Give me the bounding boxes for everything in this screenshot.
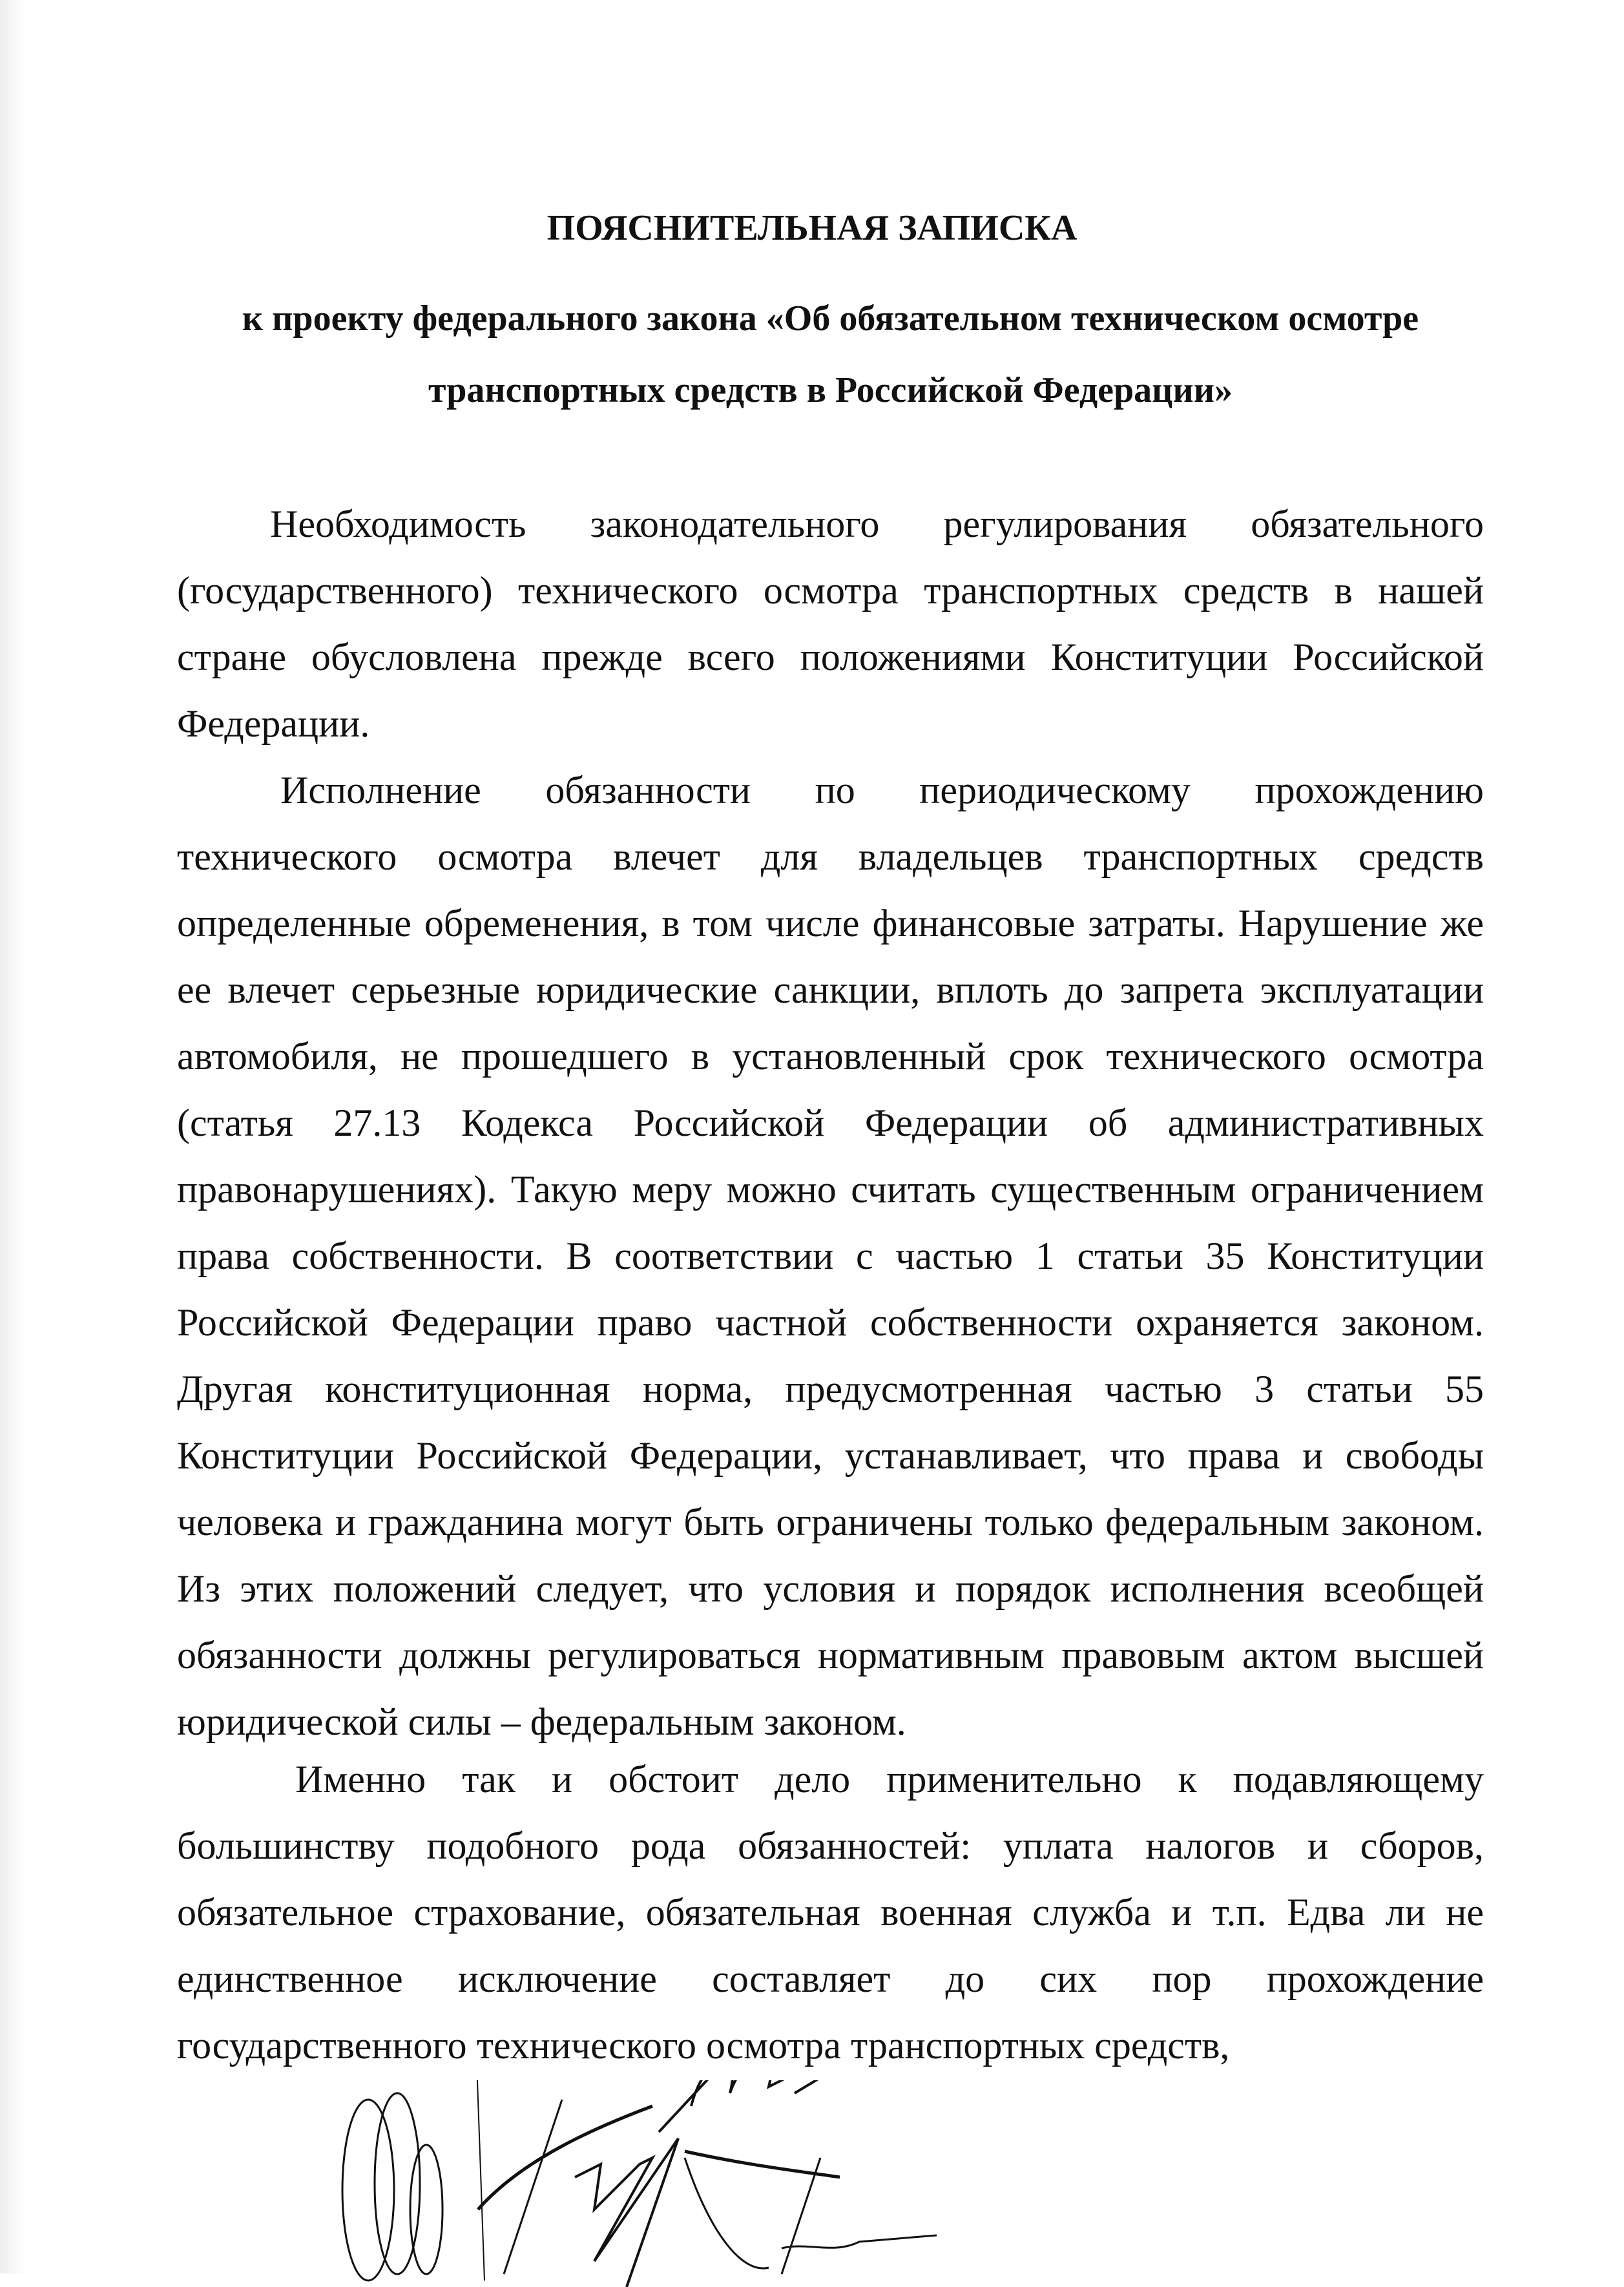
text-line: единственное исключение составляет до сих пор прохождение — [177, 1958, 1484, 2000]
text-line: стране обусловлена прежде всего положениями Конституции Российской — [177, 636, 1484, 678]
signature-loop-3 — [410, 2145, 442, 2274]
text-line: определенные обременения, в том числе финансовые затраты. Нарушение же — [177, 902, 1484, 945]
signature-upper — [659, 2080, 859, 2132]
paragraph-1 — [177, 491, 1484, 757]
signature-stroke-3 — [575, 2138, 678, 2287]
signatures — [291, 2080, 1324, 2287]
signature-stroke-1 — [478, 2106, 652, 2209]
signature-stroke-2 — [504, 2100, 562, 2274]
text-line: автомобиля, не прошедшего в установленный срок технического осмотра — [177, 1035, 1484, 1078]
text-line: государственного технического осмотра транспортных средств, — [177, 2024, 1230, 2067]
document-subtitle-line-1: к проекту федерального закона «Об обязательном техническом осмотре — [242, 298, 1419, 339]
document-subtitle-line-2: транспортных средств в Российской Федерации» — [428, 370, 1233, 410]
text-line: обязанности должны регулироваться нормативным правовым актом высшей — [177, 1634, 1484, 1676]
text-line: Исполнение обязанности по периодическому прохождению — [280, 769, 1484, 811]
signature-loop-1 — [342, 2100, 394, 2281]
document-title: ПОЯСНИТЕЛЬНАЯ ЗАПИСКА — [547, 208, 1077, 248]
text-line: Другая конституционная норма, предусмотренная частью 3 статьи 55 — [177, 1368, 1484, 1410]
text-line: Конституции Российской Федерации, устанавливает, что права и свободы — [177, 1434, 1484, 1477]
text-line: Из этих положений следует, что условия и порядок исполнения всеобщей — [177, 1567, 1484, 1610]
text-line: большинству подобного рода обязанностей: уплата налогов и сборов, — [177, 1824, 1484, 1867]
scan-edge — [0, 0, 26, 2273]
text-line: Российской Федерации право частной собственности охраняется законом. — [177, 1301, 1484, 1344]
text-line: Федерации. — [177, 702, 370, 745]
text-line: технического осмотра влечет для владельцев транспортных средств — [177, 835, 1484, 878]
text-line: Именно так и обстоит дело применительно к подавляющему — [295, 1758, 1484, 1801]
signature-vertical-stroke — [475, 2080, 484, 2281]
text-line: (государственного) технического осмотра транспортных средств в нашей — [177, 569, 1484, 612]
text-line: ее влечет серьезные юридические санкции, вплоть до запрета эксплуатации — [177, 968, 1484, 1011]
text-line: права собственности. В соответствии с частью 1 статьи 35 Конституции — [177, 1235, 1484, 1277]
text-line: обязательное страхование, обязательная военная служба и т.п. Едва ли не — [177, 1891, 1484, 1934]
paragraph-2 — [177, 757, 1484, 1755]
signature-underline — [685, 2151, 840, 2177]
text-line: юридической силы – федеральным законом. — [177, 1700, 906, 1743]
text-line: человека и гражданина могут быть ограничены только федеральным законом. — [177, 1501, 1484, 1543]
signature-lower — [685, 2158, 937, 2274]
paragraph-3 — [177, 1746, 1484, 2079]
text-line: (статья 27.13 Кодекса Российской Федерации об административных — [177, 1102, 1484, 1144]
text-line: правонарушениях). Такую меру можно считать существенным ограничением — [177, 1168, 1484, 1211]
text-line: Необходимость законодательного регулирования обязательного — [270, 503, 1484, 545]
